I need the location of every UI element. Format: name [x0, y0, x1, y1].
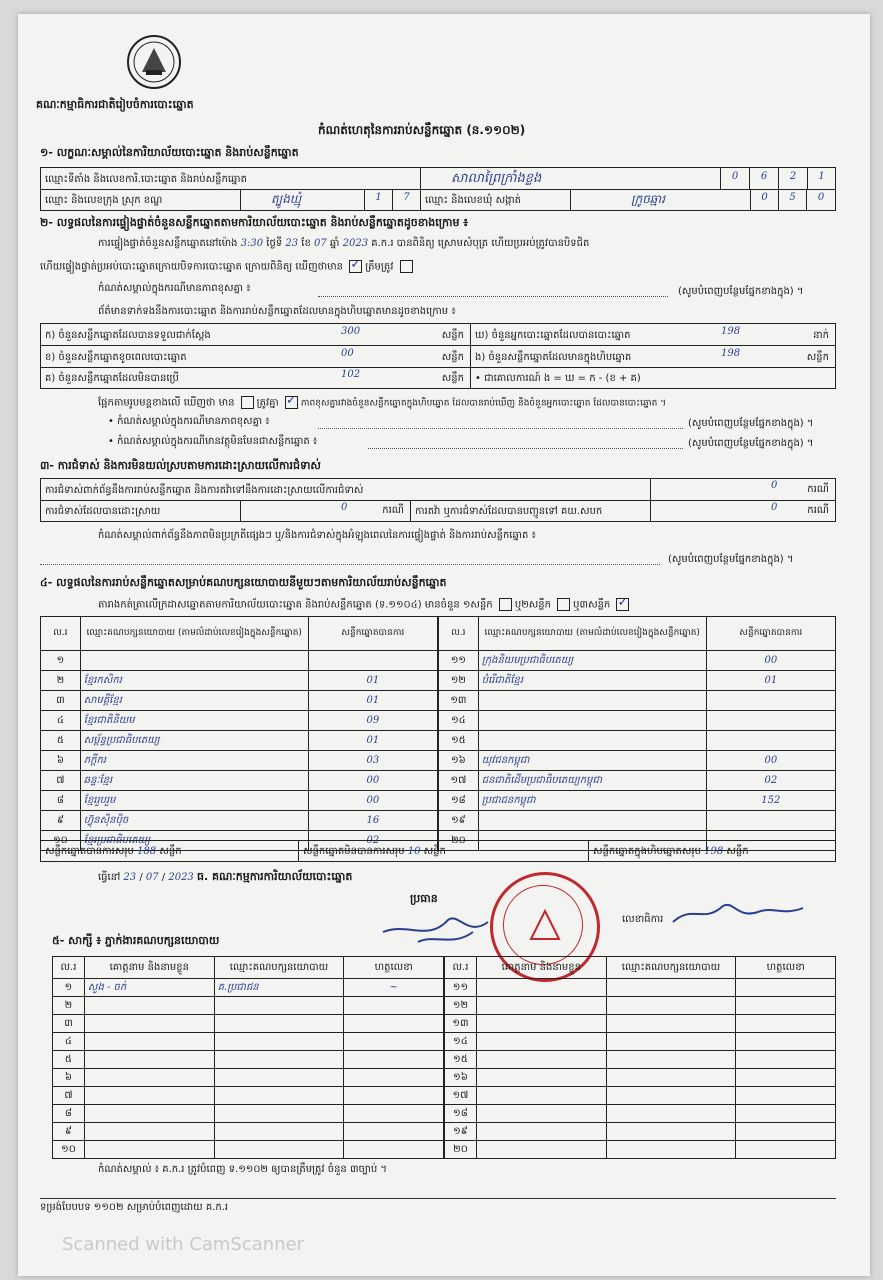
- party-name: [478, 811, 706, 831]
- voters-label: ឃ) ចំនួនអ្នកបោះឆ្នោតដែលបានបោះឆ្នោត: [475, 330, 631, 341]
- witness-party: [214, 997, 344, 1015]
- document-sheet: គណៈកម្មាធិការជាតិរៀបចំការបោះឆ្នោត កំណត់ហេតុនៃការរាប់សន្លឹកឆ្នោត (ន.១១០២) ១- លក្ខណៈសម្គាល់នៃការិយាល័យបោះឆ្នោត និងរាប់សន្លឹកឆ្នោត ឈ្មោះទីតាំង និងលេខការិ.បោះឆ្នោត និងរាប់សន្លឹកឆ្នោត សាលាព្រៃក្រាំងខ្លង 0 6 2 1 ឈ្មោះ និងលេខក្រុង ស្រុក ខណ្ឌ ត្បូងឃ្មុំ 1 7 ឈ្មោះ និងលេខឃុំ សង្កាត់ ក្រូចឆ្មារ 0 5 0 ២- លទ្ធផលនៃការផ្ទៀងផ្ទាត់ចំនួនសន្លឹកឆ្នោតតាមការិយាល័យបោះឆ្នោត និងរាប់សន្លឹកឆ្នោតដូចខាងក្រោម ៖ ការផ្ទៀងផ្ទាត់ចំនួនសន្លឹកឆ្នោតនៅម៉ោង 3:30 ថ្ងៃទី 23 ខែ 07 ឆ្នាំ 2023 គ.ក.រ បានពិនិត្យ ស្រោមសំបុត្រ ហើយប្រអប់ត្រូវបានបិទជិត ហើយផ្ទៀងផ្ទាត់ប្រអប់បោះឆ្នោតក្រោយបិទការបោះឆ្នោត ក្រោយពិនិត្យ ឃើញថាមាន ✓ ត្រឹមត្រូវ កំណត់សម្គាល់ក្នុងករណីមានភាពខុសគ្នា ៖ (សូមបំពេញបន្ថែមផ្នែកខាងក្នុង) ។ ព័ត៌មានទាក់ទងនឹងការបោះឆ្នោត និងការរាប់សន្លឹកឆ្នោតដែលមានក្នុងហិបឆ្នោតមានដូចខាងក្រោម ៖ ក) ចំនួនសន្លឹកឆ្នោតដែលបានទទួលជាក់ស្តែង 300 សន្លឹក ឃ) ចំនួនអ្នកបោះឆ្នោតដែលបានបោះឆ្នោត 198 នាក់ ខ) ចំនួនសន្លឹកឆ្នោតខូចពេលបោះឆ្នោត 00 សន្លឹក ង) ចំនួនសន្លឹកឆ្នោតដែលមានក្នុងហិបឆ្នោត 198 សន្លឹក គ) ចំនួនសន្លឹកឆ្នោតដែលមិនបានប្រើ 102 សន្លឹក • ជាគោលការណ៍ ង = ឃ = ក - (ខ + គ) ផ្អែកតាមរូបមន្តខាងលើ ឃើញថា មាន ត្រូវគ្នា ✓ ភាពខុសគ្នារវាងចំនួនសន្លឹកឆ្នោតក្នុងហិបឆ្នោត ដែលបានរាប់ឃើញ និងចំនួនអ្នកបោះឆ្នោត ដែលបានបោះឆ្នោត ។ • កំណត់សម្គាល់ក្នុងករណីមានភាពខុសគ្នា ៖ (សូមបំពេញបន្ថែមផ្នែកខាងក្នុង) ។ • កំណត់សម្គាល់ក្នុងករណីមានវត្ថុមិនមែនជាសន្លឹកឆ្នោត ៖ (សូមបំពេញបន្ថែមផ្នែកខាងក្នុង) ។ ៣- ការជំទាស់ និងការមិនយល់ស្របតាមការដោះស្រាយលើការជំទាស់ ការជំទាស់ពាក់ព័ន្ធនឹងការរាប់សន្លឹកឆ្នោត និងការតវ៉ាទៅនឹងការដោះស្រាយលើការជំទាស់ 0 ករណី ការជំទាស់ដែលបានដោះស្រាយ 0 ករណី ការតវ៉ា ឬការជំទាស់ដែលបានបញ្ជូនទៅ គឃ.សបក 0 ករណី កំណត់សម្គាល់ពាក់ព័ន្ធនឹងភាពមិនប្រក្រតីផ្សេងៗ ឬ/និងការជំទាស់ក្នុងអំឡុងពេលនៃការផ្ទៀងផ្ទាត់ និងការរាប់សន្លឹកឆ្នោត ៖ (សូមបំពេញបន្ថែមផ្នែកខាងក្នុង) ។ ៤- លទ្ធផលនៃការរាប់សន្លឹកឆ្នោតសម្រាប់គណបក្សនយោបាយនីមួយៗតាមការិយាល័យរាប់សន្លឹកឆ្នោត តារាងកត់ត្រាលើក្រដាសឆ្នោតតាមការិយាល័យបោះឆ្នោត និងរាប់សន្លឹកឆ្នោត (ទ.១១០៤) មានចំនួន ១សន្លឹក ឬ២សន្លឹក ឬ៣សន្លឹក ✓ ល.រ ឈ្មោះគណបក្សនយោបាយ (តាមលំដាប់លេខរៀងក្នុងសន្លឹកឆ្នោត) សន្លឹកឆ្នោតបានការ ១ ២ ខ្មែរកសិករ 01 ៣ សាមគ្គីខ្មែរ 01 ៤ ខ្មែរជាតិនិយម 09 ៥ សម្ព័ន្ធប្រជាធិបតេយ្យ 01 ៦ ភក្តីករ 03 ៧ ឆន្ទៈខ្មែរ 00 ៨ ខ្មែររួបរួម 00 ៩ ហ៊្វុនស៊ិនប៉ិច 16 ១០ ខ្មែរប្រជាធិបតេយ្យ 02 ល.រ ឈ្មោះគណបក្សនយោបាយ (តាមលំដាប់លេខរៀងក្នុងសន្លឹកឆ្នោត) សន្លឹកឆ្នោតបានការ ១១ ក្រុងនិយមប្រជាធិបតេយ្យ 00 ១២ បំរើជាតិខ្មែរ 01 ១៣ ១៤ ១៥ ១៦ យុវជនកម្ពុជា 00 ១៧ ជនជាតិដើមប្រជាធិបតេយ្យកម្ពុជា 02 ១៨ ប្រជាជនកម្ពុជា 152 ១៩ ២០ សន្លឹកឆ្នោតបានការសរុប 188 សន្លឹក សន្លឹកឆ្នោតមិនបានការសរុប 10 សន្លឹក សន្លឹកឆ្នោតក្នុងហិបឆ្នោតសរុប 198 សន្លឹក ធ្វើនៅ 23 / 07 / 2023 ធ. គណៈកម្មការការិយាល័យបោះឆ្នោត ប្រធាន លេខាធិការ ៥- សាក្សី ៖ ភ្នាក់ងារគណបក្សនយោបាយ ល.រ គោត្តនាម និងនាមខ្លួន ឈ្មោះគណបក្សនយោបាយ ហត្ថលេខា ១ សួង - ចក់ គ.ប្រជាជន ~ ២ ៣ ៤ ៥ ៦ ៧ ៨ ៩ ១០ ល.រ គោត្តនាម និងនាមខ្លួន ឈ្មោះគណបក្សនយោបាយ ហត្ថលេខា ១១ ១២ ១៣ ១៤ ១៥ ១៦ ១៧ ១៨ ១៩ ២០ កំណត់សម្គាល់ ៖ គ.ក.រ ត្រូវបំពេញ ទ.១១០២ ឲ្យបានត្រឹមត្រូវ ចំនួន ៣ច្បាប់ ។ ទម្រង់បែបបទ ១១០២ សម្រាប់បំពេញដោយ គ.ក.រ Scanned with CamScanner: [18, 14, 870, 1276]
- valid-votes: [706, 811, 835, 831]
- row-number: ៧: [41, 771, 81, 791]
- polling-station-name: សាលាព្រៃក្រាំងខ្លង: [451, 171, 542, 186]
- table-row: [445, 1105, 836, 1123]
- secretary-label: លេខាធិការ: [622, 914, 664, 925]
- witness-signature: [736, 997, 836, 1015]
- row-number: ១១: [445, 979, 477, 997]
- row-number: ១០: [53, 1141, 85, 1159]
- forwarded-value: 0: [771, 502, 778, 513]
- row-number: ១៩: [445, 1123, 477, 1141]
- station-digit-3: 2: [789, 171, 797, 182]
- row-number: ៦: [53, 1069, 85, 1087]
- verify-time-label: ការផ្ទៀងផ្ទាត់ចំនួនសន្លឹកឆ្នោតនៅម៉ោង: [98, 238, 238, 249]
- chair-label: ប្រធាន: [410, 892, 438, 905]
- row-number: ១៦: [445, 1069, 477, 1087]
- valid-votes: 01: [308, 691, 437, 711]
- witness-name: [84, 1069, 214, 1087]
- district-name: ត្បូងឃ្មុំ: [271, 192, 302, 206]
- month-label: ខែ: [301, 238, 311, 249]
- valid-votes: 01: [308, 731, 437, 751]
- witness-party: [606, 1123, 736, 1141]
- party-name: សាមគ្គីខ្មែរ: [80, 691, 308, 711]
- row-number: ១៧: [439, 771, 479, 791]
- witness-party: [606, 979, 736, 997]
- complaints-table: ការជំទាស់ពាក់ព័ន្ធនឹងការរាប់សន្លឹកឆ្នោត និងការតវ៉ាទៅនឹងការដោះស្រាយលើការជំទាស់ 0 ករណី ការជំទាស់ដែលបានដោះស្រាយ 0 ករណី ការតវ៉ា ឬការជំទាស់ដែលបានបញ្ជូនទៅ គឃ.សបក 0 ករណី: [40, 478, 836, 522]
- total-valid: 188: [137, 846, 157, 857]
- complaints-value: 0: [771, 480, 778, 491]
- station-digit-1: 0: [731, 171, 739, 182]
- table-row: [53, 1051, 444, 1069]
- commune-digit-1: 0: [761, 192, 768, 203]
- table-row: [53, 1105, 444, 1123]
- row-number: ៩: [53, 1123, 85, 1141]
- table-row: [445, 1123, 836, 1141]
- row-number: ១៥: [439, 731, 479, 751]
- row-number: ៥: [41, 731, 81, 751]
- committee-label: ធ. គណៈកម្មការការិយាល័យបោះឆ្នោត: [196, 870, 353, 883]
- witness-party: [606, 1105, 736, 1123]
- day-label: ថ្ងៃទី: [266, 238, 283, 249]
- valid-votes: [706, 711, 835, 731]
- row1-label: ឈ្មោះទីតាំង និងលេខការិ.បោះឆ្នោត និងរាប់សន្លឹកឆ្នោត: [41, 168, 421, 190]
- verify-time: 3:30: [240, 238, 264, 249]
- checkbox-icon: [400, 260, 413, 273]
- table-row: [53, 1087, 444, 1105]
- valid-votes: 01: [706, 671, 835, 691]
- section2-intro: ព័ត៌មានទាក់ទងនឹងការបោះឆ្នោត និងការរាប់សន្លឹកឆ្នោតដែលមានក្នុងហិបឆ្នោតមានដូចខាងក្រោម ៖: [98, 306, 456, 317]
- row-number: ២០: [439, 831, 479, 851]
- witness-name: [84, 997, 214, 1015]
- witness-signature: [736, 1051, 836, 1069]
- row-number: ៣: [53, 1015, 85, 1033]
- witness-signature: [344, 1141, 444, 1159]
- valid-votes: 16: [308, 811, 437, 831]
- witness-name: [476, 1141, 606, 1159]
- table-row: [53, 1141, 444, 1159]
- valid-votes: [706, 731, 835, 751]
- table-row: [41, 751, 438, 771]
- results-table-right: ល.រ ឈ្មោះគណបក្សនយោបាយ (តាមលំដាប់លេខរៀងក្នុងសន្លឹកឆ្នោត) សន្លឹកឆ្នោតបានការ ១១ ក្រុងនិយមប្រជាធិបតេយ្យ 00 ១២ បំរើជាតិខ្មែរ 01 ១៣ ១៤ ១៥ ១៦ យុវជនកម្ពុជា 00 ១៧ ជនជាតិដើមប្រជាធិបតេយ្យកម្ពុជា 02 ១៨ ប្រជាជនកម្ពុជា 152 ១៩ ២០: [438, 616, 836, 851]
- results-table-left: ល.រ ឈ្មោះគណបក្សនយោបាយ (តាមលំដាប់លេខរៀងក្នុងសន្លឹកឆ្នោត) សន្លឹកឆ្នោតបានការ ១ ២ ខ្មែរកសិករ 01 ៣ សាមគ្គីខ្មែរ 01 ៤ ខ្មែរជាតិនិយម 09 ៥ សម្ព័ន្ធប្រជាធិបតេយ្យ 01 ៦ ភក្តីករ 03 ៧ ឆន្ទៈខ្មែរ 00 ៨ ខ្មែររួបរួម 00 ៩ ហ៊្វុនស៊ិនប៉ិច 16 ១០ ខ្មែរប្រជាធិបតេយ្យ 02: [40, 616, 438, 851]
- party-name: [478, 711, 706, 731]
- valid-votes: 03: [308, 751, 437, 771]
- witness-name: [84, 1141, 214, 1159]
- commune-name: ក្រូចឆ្មារ: [631, 192, 666, 206]
- row-number: ១: [53, 979, 85, 997]
- total-in-box: 198: [704, 846, 724, 857]
- received-label: ក) ចំនួនសន្លឹកឆ្នោតដែលបានទទួលជាក់ស្តែង: [45, 330, 211, 341]
- row-number: ៤: [53, 1033, 85, 1051]
- page-title: កំណត់ហេតុនៃការរាប់សន្លឹកឆ្នោត (ន.១១០២): [318, 123, 526, 137]
- table-row: [41, 711, 438, 731]
- row-number: ១០: [41, 831, 81, 851]
- witness-name: [476, 1069, 606, 1087]
- witness-table-left: ល.រ គោត្តនាម និងនាមខ្លួន ឈ្មោះគណបក្សនយោបាយ ហត្ថលេខា ១ សួង - ចក់ គ.ប្រជាជន ~ ២ ៣ ៤ ៥ ៦ ៧ ៨ ៩ ១០: [52, 956, 444, 1159]
- date-month: 07: [145, 872, 159, 883]
- resolved-value: 0: [341, 502, 348, 513]
- chair-signature: [378, 902, 508, 952]
- row-number: ២០: [445, 1141, 477, 1159]
- table-row: [53, 1015, 444, 1033]
- table-row: [445, 1141, 836, 1159]
- witness-party: [214, 1141, 344, 1159]
- witness-name: [476, 1015, 606, 1033]
- witness-name: [84, 1105, 214, 1123]
- witness-party: [606, 1087, 736, 1105]
- valid-votes: 09: [308, 711, 437, 731]
- section4-heading: ៤- លទ្ធផលនៃការរាប់សន្លឹកឆ្នោតសម្រាប់គណបក្សនយោបាយនីមួយៗតាមការិយាល័យរាប់សន្លឹកឆ្នោត: [40, 576, 447, 589]
- witness-name: [84, 1087, 214, 1105]
- checkbox-icon: [241, 396, 254, 409]
- form-note: ទម្រង់បែបបទ ១១០២ សម្រាប់បំពេញដោយ គ.ក.រ: [40, 1202, 229, 1213]
- valid-votes: [308, 651, 437, 671]
- table-row: [41, 671, 438, 691]
- unused-value: 102: [341, 369, 361, 380]
- table-row: [445, 997, 836, 1015]
- section2-heading: ២- លទ្ធផលនៃការផ្ទៀងផ្ទាត់ចំនួនសន្លឹកឆ្នោតតាមការិយាល័យបោះឆ្នោត និងរាប់សន្លឹកឆ្នោតដូចខាងក្រោម ៖: [40, 216, 469, 229]
- station-digit-2: 6: [760, 171, 768, 182]
- party-name: ក្រុងនិយមប្រជាធិបតេយ្យ: [478, 651, 706, 671]
- table-row: [439, 731, 836, 751]
- checkbox-icon: [285, 396, 298, 409]
- valid-votes: 01: [308, 671, 437, 691]
- row-number: ៩: [41, 811, 81, 831]
- row-number: ៨: [53, 1105, 85, 1123]
- row-number: ១៧: [445, 1087, 477, 1105]
- ballot-count-table: ក) ចំនួនសន្លឹកឆ្នោតដែលបានទទួលជាក់ស្តែង 300 សន្លឹក ឃ) ចំនួនអ្នកបោះឆ្នោតដែលបានបោះឆ្នោត 198 នាក់ ខ) ចំនួនសន្លឹកឆ្នោតខូចពេលបោះឆ្នោត 00 សន្លឹក ង) ចំនួនសន្លឹកឆ្នោតដែលមានក្នុងហិបឆ្នោត 198 សន្លឹក គ) ចំនួនសន្លឹកឆ្នោតដែលមិនបានប្រើ 102 សន្លឹក • ជាគោលការណ៍ ង = ឃ = ក - (ខ + គ): [40, 323, 836, 389]
- row-number: ៦: [41, 751, 81, 771]
- in-box-value: 198: [721, 348, 741, 359]
- party-name: [478, 731, 706, 751]
- table-row: [41, 691, 438, 711]
- table-row: [41, 811, 438, 831]
- valid-votes: 152: [706, 791, 835, 811]
- party-name: ខ្មែរកសិករ: [80, 671, 308, 691]
- total-invalid: 10: [407, 846, 421, 857]
- row-number: ១៦: [439, 751, 479, 771]
- witness-party: [606, 1141, 736, 1159]
- witness-party: [606, 1051, 736, 1069]
- valid-votes: [706, 691, 835, 711]
- table-row: [41, 791, 438, 811]
- table-row: [445, 1051, 836, 1069]
- row-number: ៥: [53, 1051, 85, 1069]
- unused-label: គ) ចំនួនសន្លឹកឆ្នោតដែលមិនបានប្រើ: [45, 373, 179, 384]
- table-row: [439, 771, 836, 791]
- party-name: ហ៊្វុនស៊ិនប៉ិច: [80, 811, 308, 831]
- table-row: [53, 997, 444, 1015]
- table-row: [53, 1033, 444, 1051]
- checkbox-icon: [349, 260, 362, 273]
- voters-value: 198: [721, 326, 741, 337]
- witness-party: [214, 1015, 344, 1033]
- table-row: [439, 811, 836, 831]
- row-number: ១៣: [445, 1015, 477, 1033]
- table-row: [445, 1069, 836, 1087]
- ok-label: ត្រឹមត្រូវ: [365, 261, 394, 273]
- row-number: ១: [41, 651, 81, 671]
- party-name: យុវជនកម្ពុជា: [478, 751, 706, 771]
- check-diff: ភាពខុសគ្នារវាងចំនួនសន្លឹកឆ្នោតក្នុងហិបឆ្នោត ដែលបានរាប់ឃើញ និងចំនួនអ្នកបោះឆ្នោត ដែលបានបោះឆ្នោត ។: [300, 398, 667, 409]
- checkbox-icon: [616, 598, 629, 611]
- witness-table-right: ល.រ គោត្តនាម និងនាមខ្លួន ឈ្មោះគណបក្សនយោបាយ ហត្ថលេខា ១១ ១២ ១៣ ១៤ ១៥ ១៦ ១៧ ១៨ ១៩ ២០: [444, 956, 836, 1159]
- table-row: [439, 751, 836, 771]
- witness-signature: ~: [344, 979, 444, 997]
- section5-heading: ៥- សាក្សី ៖ ភ្នាក់ងារគណបក្សនយោបាយ: [52, 934, 220, 947]
- valid-votes: 00: [706, 651, 835, 671]
- witness-signature: [344, 1033, 444, 1051]
- row-number: ១៨: [439, 791, 479, 811]
- section1-heading: ១- លក្ខណៈសម្គាល់នៃការិយាល័យបោះឆ្នោត និងរាប់សន្លឹកឆ្នោត: [40, 146, 299, 159]
- party-name: ប្រជាជនកម្ពុជា: [478, 791, 706, 811]
- spoiled-label: ខ) ចំនួនសន្លឹកឆ្នោតខូចពេលបោះឆ្នោត: [45, 352, 187, 363]
- witness-party: [606, 1015, 736, 1033]
- table-row: [41, 731, 438, 751]
- spoiled-value: 00: [341, 348, 354, 359]
- table-row: [439, 651, 836, 671]
- station-digit-4: 1: [818, 171, 825, 182]
- section4-intro: តារាងកត់ត្រាលើក្រដាសឆ្នោតតាមការិយាល័យបោះឆ្នោត និងរាប់សន្លឹកឆ្នោត (ទ.១១០៤) មានចំនួន ១សន្លឹក: [98, 599, 493, 611]
- date-year: 2023: [168, 872, 194, 883]
- table-row: [439, 791, 836, 811]
- district-code-1: 1: [375, 192, 382, 203]
- table-row: [41, 771, 438, 791]
- bullet-difference: • កំណត់សម្គាល់ក្នុងករណីមានភាពខុសគ្នា ៖: [108, 416, 270, 427]
- party-name: [478, 691, 706, 711]
- table-row: [53, 979, 444, 997]
- totals-row: សន្លឹកឆ្នោតបានការសរុប 188 សន្លឹក សន្លឹកឆ្នោតមិនបានការសរុប 10 សន្លឹក សន្លឹកឆ្នោតក្នុងហិបឆ្នោតសរុប 198 សន្លឹក: [40, 840, 836, 862]
- check-ok: ត្រូវគ្នា: [256, 397, 279, 409]
- verify-month: 07: [314, 238, 327, 249]
- received-value: 300: [341, 326, 361, 337]
- witness-signature: [736, 1105, 836, 1123]
- witness-signature: [736, 1015, 836, 1033]
- table-row: [445, 1015, 836, 1033]
- witness-name: [84, 1033, 214, 1051]
- forwarded-label: ការតវ៉ា ឬការជំទាស់ដែលបានបញ្ជូនទៅ គឃ.សបក: [411, 501, 651, 521]
- witness-name: [476, 1087, 606, 1105]
- complaints-label: ការជំទាស់ពាក់ព័ន្ធនឹងការរាប់សន្លឹកឆ្នោត និងការតវ៉ាទៅនឹងការដោះស្រាយលើការជំទាស់: [41, 479, 651, 501]
- row-number: ៤: [41, 711, 81, 731]
- witness-signature: [344, 1069, 444, 1087]
- witness-signature: [736, 1123, 836, 1141]
- table-row: [445, 979, 836, 997]
- row-number: ១៣: [439, 691, 479, 711]
- row-number: ៧: [53, 1087, 85, 1105]
- table-row: [439, 671, 836, 691]
- witness-signature: [344, 997, 444, 1015]
- party-name: ខ្មែរប្រជាធិបតេយ្យ: [80, 831, 308, 851]
- valid-votes: 02: [308, 831, 437, 851]
- row-number: ៣: [41, 691, 81, 711]
- party-name: [80, 651, 308, 671]
- checkbox-icon: [557, 598, 570, 611]
- resolved-label: ការជំទាស់ដែលបានដោះស្រាយ: [41, 501, 241, 521]
- witness-signature: [736, 1069, 836, 1087]
- witness-signature: [736, 1141, 836, 1159]
- difference-note-label: កំណត់សម្គាល់ក្នុងករណីមានភាពខុសគ្នា ៖: [98, 283, 251, 294]
- witness-name: [476, 1051, 606, 1069]
- valid-votes: 00: [706, 751, 835, 771]
- party-name: សម្ព័ន្ធប្រជាធិបតេយ្យ: [80, 731, 308, 751]
- commune-digit-3: 0: [817, 192, 825, 203]
- verify-day: 23: [285, 238, 299, 249]
- section1-table: [40, 167, 836, 211]
- witness-name: [476, 1105, 606, 1123]
- party-name: ខ្មែរជាតិនិយម: [80, 711, 308, 731]
- row-number: ១១: [439, 651, 479, 671]
- party-name: ឆន្ទៈខ្មែរ: [80, 771, 308, 791]
- witness-name: [84, 1123, 214, 1141]
- row-number: ១៤: [445, 1033, 477, 1051]
- witness-signature: [344, 1051, 444, 1069]
- witness-party: [214, 1033, 344, 1051]
- table-row: [445, 1033, 836, 1051]
- witness-signature: [344, 1087, 444, 1105]
- witness-party: [606, 997, 736, 1015]
- date-day: 23: [123, 872, 137, 883]
- witness-name: [476, 979, 606, 997]
- row2-label2: ឈ្មោះ និងលេខឃុំ សង្កាត់: [421, 190, 571, 210]
- in-box-label: ង) ចំនួនសន្លឹកឆ្នោតដែលមានក្នុងហិបឆ្នោត: [475, 352, 632, 363]
- row-number: ១៤: [439, 711, 479, 731]
- checkbox-icon: [499, 598, 512, 611]
- row-number: ២: [41, 671, 81, 691]
- check-line: ផ្អែកតាមរូបមន្តខាងលើ ឃើញថា មាន: [98, 397, 235, 409]
- witness-signature: [736, 979, 836, 997]
- row-number: ២: [53, 997, 85, 1015]
- witness-party: គ.ប្រជាជន: [214, 979, 344, 997]
- party-name: ជនជាតិដើមប្រជាធិបតេយ្យកម្ពុជា: [478, 771, 706, 791]
- row-number: ១៥: [445, 1051, 477, 1069]
- witness-party: [214, 1051, 344, 1069]
- witness-party: [214, 1105, 344, 1123]
- witness-signature: [736, 1087, 836, 1105]
- witness-name: [476, 1123, 606, 1141]
- valid-votes: 02: [706, 771, 835, 791]
- table-row: [41, 651, 438, 671]
- year-label: ឆ្នាំ: [329, 238, 340, 249]
- table-row: [445, 1087, 836, 1105]
- secretary-signature: [668, 894, 808, 934]
- witness-party: [606, 1069, 736, 1087]
- witness-party: [214, 1123, 344, 1141]
- section5-note: កំណត់សម្គាល់ ៖ គ.ក.រ ត្រូវបំពេញ ទ.១១០២ ឲ្យបានត្រឹមត្រូវ ចំនួន ៣ច្បាប់ ។: [98, 1164, 387, 1175]
- party-name: បំរើជាតិខ្មែរ: [478, 671, 706, 691]
- table-row: [53, 1069, 444, 1087]
- district-code-2: 7: [403, 192, 410, 203]
- table-row: [53, 1123, 444, 1141]
- party-name: ខ្មែររួបរួម: [80, 791, 308, 811]
- witness-name: [84, 1051, 214, 1069]
- fill-hint: (សូមបំពេញបន្ថែមផ្នែកខាងក្នុង) ។: [678, 286, 804, 297]
- witness-signature: [736, 1033, 836, 1051]
- row-number: ១២: [439, 671, 479, 691]
- row-number: ១៨: [445, 1105, 477, 1123]
- verify-year: 2023: [342, 238, 369, 249]
- commune-digit-2: 5: [789, 192, 796, 203]
- witness-party: [214, 1087, 344, 1105]
- bullet-foreign: • កំណត់សម្គាល់ក្នុងករណីមានវត្ថុមិនមែនជាសន្លឹកឆ្នោត ៖: [108, 436, 318, 447]
- witness-name: [84, 1015, 214, 1033]
- section3-note: កំណត់សម្គាល់ពាក់ព័ន្ធនឹងភាពមិនប្រក្រតីផ្សេងៗ ឬ/និងការជំទាស់ក្នុងអំឡុងពេលនៃការផ្ទៀងផ្ទាត់ និងការរាប់សន្លឹកឆ្នោត ៖: [98, 530, 536, 541]
- verify-line2: ហើយផ្ទៀងផ្ទាត់ប្រអប់បោះឆ្នោតក្រោយបិទការបោះឆ្នោត ក្រោយពិនិត្យ ឃើញថាមាន: [40, 261, 343, 273]
- watermark: Scanned with CamScanner: [62, 1234, 305, 1255]
- party-name: ភក្តីករ: [80, 751, 308, 771]
- row2-label: ឈ្មោះ និងលេខក្រុង ស្រុក ខណ្ឌ: [41, 190, 241, 210]
- witness-name: សួង - ចក់: [84, 979, 214, 997]
- witness-name: [476, 997, 606, 1015]
- witness-signature: [344, 1015, 444, 1033]
- witness-signature: [344, 1123, 444, 1141]
- table-row: [439, 691, 836, 711]
- row-number: ១៩: [439, 811, 479, 831]
- row-number: ៨: [41, 791, 81, 811]
- witness-signature: [344, 1105, 444, 1123]
- verify-line-end: គ.ក.រ បានពិនិត្យ ស្រោមសំបុត្រ ហើយប្រអប់ត្រូវបានបិទជិត: [371, 238, 590, 249]
- emblem-icon: [126, 34, 182, 90]
- witness-party: [606, 1033, 736, 1051]
- valid-votes: 00: [308, 791, 437, 811]
- valid-votes: 00: [308, 771, 437, 791]
- witness-name: [476, 1033, 606, 1051]
- section3-heading: ៣- ការជំទាស់ និងការមិនយល់ស្របតាមការដោះស្រាយលើការជំទាស់: [40, 459, 321, 472]
- formula: • ជាគោលការណ៍ ង = ឃ = ក - (ខ + គ): [475, 373, 641, 384]
- table-row: [439, 711, 836, 731]
- witness-party: [214, 1069, 344, 1087]
- org-name: គណៈកម្មាធិការជាតិរៀបចំការបោះឆ្នោត: [36, 98, 194, 111]
- row-number: ១២: [445, 997, 477, 1015]
